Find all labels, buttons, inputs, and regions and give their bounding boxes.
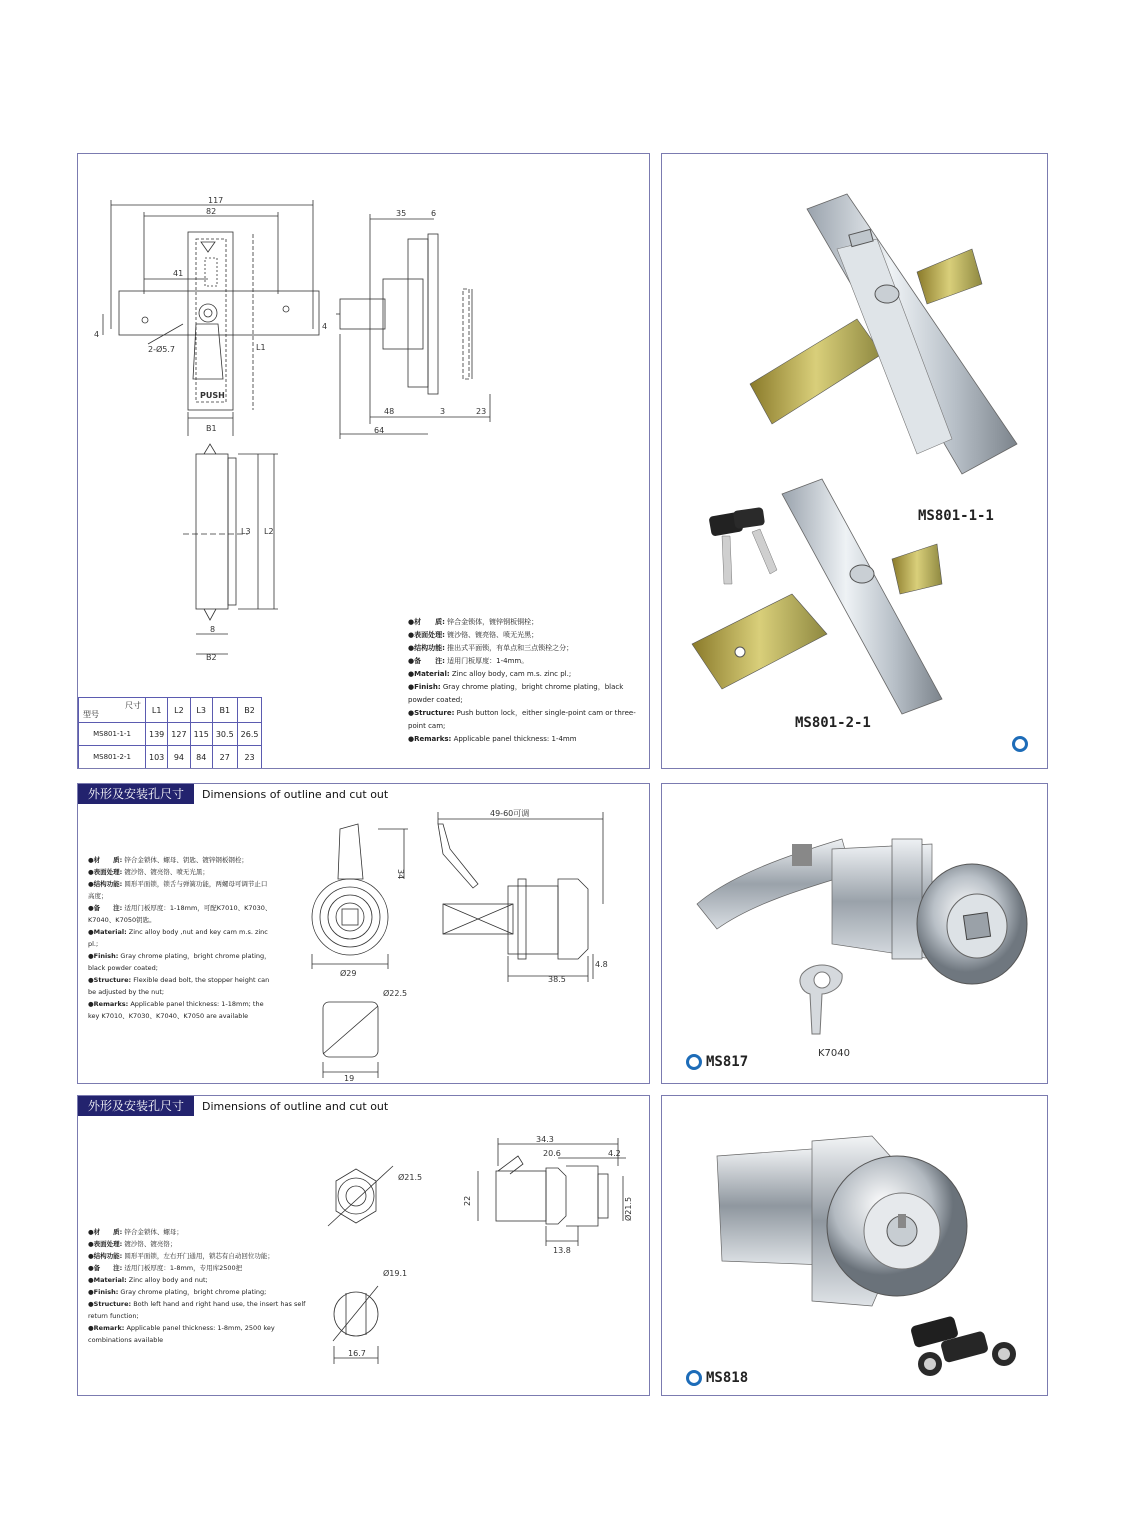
ms817-photo-panel bbox=[661, 783, 1048, 1084]
spec-item bbox=[88, 1262, 313, 1274]
spec-key: ●Structure: bbox=[88, 976, 132, 984]
dim-34-3: 34.3 bbox=[536, 1135, 554, 1144]
spec-item bbox=[408, 616, 638, 629]
dim-29: Ø29 bbox=[340, 969, 357, 978]
spec-item bbox=[408, 681, 638, 707]
spec-key: ●备 注: bbox=[88, 904, 123, 912]
ms817-spec-list bbox=[88, 854, 273, 1022]
spec-key: ●表面处理: bbox=[88, 1240, 123, 1248]
spec-value: Both left hand and right hand use, the insert has self return function; bbox=[88, 1300, 306, 1320]
table-cell: 84 bbox=[190, 746, 212, 769]
table-header-row bbox=[79, 698, 262, 723]
spec-value: Zinc alloy body, cam m.s. zinc pl.; bbox=[451, 670, 572, 678]
spec-item bbox=[88, 1226, 313, 1238]
header-zh: 外形及安装孔尺寸 bbox=[78, 784, 194, 804]
spec-value: Gray chrome plating，bright chrome plating，black powder coated; bbox=[408, 683, 624, 704]
table-header: L2 bbox=[168, 698, 190, 723]
dim-16-7: 16.7 bbox=[348, 1349, 366, 1358]
spec-value: 镀沙铬、镀亮铬、喷无光黑； bbox=[447, 631, 539, 639]
table-cell: 26.5 bbox=[237, 723, 262, 746]
dim-82: 82 bbox=[206, 207, 217, 216]
dim-21-5-side: Ø21.5 bbox=[624, 1196, 633, 1221]
dim-22: 22 bbox=[463, 1195, 472, 1206]
header-en: Dimensions of outline and cut out bbox=[202, 787, 389, 801]
spec-item bbox=[408, 707, 638, 733]
dim-holes: 2-Ø5.7 bbox=[148, 345, 175, 354]
label-ms818 bbox=[686, 1370, 748, 1386]
dim-6: 6 bbox=[431, 209, 437, 218]
spec-value: 适用门板厚度：1-4mm。 bbox=[447, 657, 529, 665]
ms817-drawing-panel bbox=[77, 783, 650, 1084]
dim-49-60: 49-60可调 bbox=[490, 809, 530, 818]
dim-21-5-hex: Ø21.5 bbox=[398, 1173, 423, 1182]
ms818-drawing-panel bbox=[77, 1095, 650, 1396]
spec-item bbox=[88, 1238, 313, 1250]
spec-item bbox=[88, 1274, 313, 1286]
spec-value: 镀沙铬、镀亮铬、喷无光黑； bbox=[124, 868, 209, 876]
spec-value: Gray chrome plating，bright chrome plating，black powder coated; bbox=[88, 952, 271, 972]
spec-item bbox=[408, 629, 638, 642]
spec-value: 适用门板厚度：1-8mm，专用库2500把 bbox=[124, 1264, 243, 1272]
dim-19-1: Ø19.1 bbox=[383, 1269, 408, 1278]
spec-value: Zinc alloy body and nut; bbox=[128, 1276, 208, 1284]
table-header: L3 bbox=[190, 698, 212, 723]
spec-item bbox=[408, 642, 638, 655]
spec-key: ●结构功能: bbox=[88, 1252, 123, 1260]
spec-key: ●结构功能: bbox=[88, 880, 123, 888]
table-cell-model: MS801-1-1 bbox=[79, 723, 146, 746]
ring-bullet-icon bbox=[1012, 736, 1028, 752]
spec-key: ●结构功能: bbox=[408, 644, 445, 652]
spec-value: Applicable panel thickness: 1-4mm bbox=[453, 735, 577, 743]
dim-22-5: Ø22.5 bbox=[383, 989, 408, 998]
table-cell: 115 bbox=[190, 723, 212, 746]
dim-3: 3 bbox=[440, 407, 446, 416]
dim-4a: 4 bbox=[94, 330, 100, 339]
table-header: L1 bbox=[146, 698, 168, 723]
ring-bullet-icon bbox=[686, 1054, 702, 1070]
push-text: PUSH bbox=[200, 391, 225, 400]
spec-value: Push button lock，either single-point cam or three-point cam; bbox=[408, 709, 636, 730]
header-en: Dimensions of outline and cut out bbox=[202, 1099, 389, 1113]
ms801-dimension-table bbox=[78, 697, 262, 769]
dim-35: 35 bbox=[396, 209, 407, 218]
dim-4b: 4 bbox=[322, 322, 328, 331]
table-header: B2 bbox=[237, 698, 262, 723]
table-corner-cell bbox=[79, 698, 146, 723]
spec-item bbox=[88, 866, 273, 878]
spec-key: ●Remark: bbox=[88, 1324, 125, 1332]
spec-key: ●材 质: bbox=[88, 856, 123, 864]
spec-item bbox=[408, 655, 638, 668]
table-cell: 94 bbox=[168, 746, 190, 769]
ms818-product-photo bbox=[662, 1096, 1048, 1396]
spec-key: ●表面处理: bbox=[88, 868, 123, 876]
spec-value: Zinc alloy body ,nut and key cam m.s. zinc pl.; bbox=[88, 928, 268, 948]
spec-key: ●Remarks: bbox=[408, 735, 452, 743]
dim-117: 117 bbox=[208, 196, 224, 205]
dim-4-2: 4.2 bbox=[608, 1149, 621, 1158]
spec-value: Gray chrome plating，bright chrome plating; bbox=[120, 1288, 267, 1296]
spec-value: 圆形平面锁，左右开门通用，锁芯有自动回位功能； bbox=[124, 1252, 274, 1260]
dim-64: 64 bbox=[374, 426, 385, 435]
spec-key: ●表面处理: bbox=[408, 631, 445, 639]
spec-value: Applicable panel thickness: 1-8mm, 2500 key combinations available bbox=[88, 1324, 275, 1344]
spec-item bbox=[408, 668, 638, 681]
dim-8: 8 bbox=[210, 625, 216, 634]
dim-b2: B2 bbox=[206, 653, 217, 662]
key-label-k7040: K7040 bbox=[818, 1048, 851, 1059]
table-cell: 27 bbox=[212, 746, 237, 769]
dim-48: 48 bbox=[384, 407, 395, 416]
spec-value: 锌合金锁体、螺母、钥匙、镀锌钢板钢栓； bbox=[124, 856, 248, 864]
spec-value: 推出式平面锁，有单点和三点锁栓之分； bbox=[447, 644, 574, 652]
ms818-photo-panel bbox=[661, 1095, 1048, 1396]
spec-value: 锌合金锁体，镀锌钢板铜栓； bbox=[447, 618, 539, 626]
spec-key: ●Structure: bbox=[408, 709, 455, 717]
table-cell: 127 bbox=[168, 723, 190, 746]
table-row bbox=[79, 723, 262, 746]
spec-value: 适用门板厚度：1-18mm，可配K7010、K7030、K7040、K7050钥匙。 bbox=[88, 904, 272, 924]
spec-key: ●Material: bbox=[88, 1276, 127, 1284]
table-cell-model: MS801-2-1 bbox=[79, 746, 146, 769]
dim-l1: L1 bbox=[256, 343, 266, 352]
ms818-spec-list bbox=[88, 1226, 313, 1346]
spec-item bbox=[88, 974, 273, 998]
ms817-product-photo bbox=[662, 784, 1048, 1084]
dim-34: 34 bbox=[396, 869, 405, 880]
table-header: B1 bbox=[212, 698, 237, 723]
spec-item bbox=[88, 854, 273, 866]
dim-19: 19 bbox=[344, 1074, 355, 1083]
spec-key: ●Material: bbox=[88, 928, 127, 936]
label-text: MS817 bbox=[706, 1054, 749, 1070]
spec-item bbox=[88, 1250, 313, 1262]
spec-key: ●材 质: bbox=[88, 1228, 123, 1236]
table-row bbox=[79, 746, 262, 769]
ms801-product-photo bbox=[662, 154, 1048, 769]
dim-23: 23 bbox=[476, 407, 487, 416]
ms801-spec-list bbox=[408, 616, 638, 746]
spec-item bbox=[88, 878, 273, 902]
spec-key: ●材 质: bbox=[408, 618, 445, 626]
spec-value: 圆形平面锁，锁舌与弹簧功能，两螺母可调节止口高度； bbox=[88, 880, 268, 900]
spec-value: Applicable panel thickness: 1-18mm; the key K7010、K7030、K7040、K7050 are available bbox=[88, 1000, 264, 1020]
table-cell: 139 bbox=[146, 723, 168, 746]
table-cell: 23 bbox=[237, 746, 262, 769]
table-cell: 103 bbox=[146, 746, 168, 769]
spec-key: ●Finish: bbox=[88, 1288, 119, 1296]
dim-41: 41 bbox=[173, 269, 184, 278]
spec-key: ●Structure: bbox=[88, 1300, 132, 1308]
spec-key: ●Finish: bbox=[88, 952, 119, 960]
spec-value: Flexible dead bolt, the stopper height can be adjusted by the nut; bbox=[88, 976, 270, 996]
dim-13-8: 13.8 bbox=[553, 1246, 571, 1255]
label-text: MS818 bbox=[706, 1370, 749, 1386]
header-zh: 外形及安装孔尺寸 bbox=[78, 1096, 194, 1116]
ring-bullet-icon bbox=[686, 1370, 702, 1386]
spec-item bbox=[88, 1286, 313, 1298]
label-ms817 bbox=[686, 1054, 748, 1070]
corner-bottom: 型号 bbox=[83, 710, 99, 719]
dim-b1: B1 bbox=[206, 424, 217, 433]
dim-l3: L3 bbox=[241, 527, 251, 536]
spec-item bbox=[88, 998, 273, 1022]
spec-key: ●备 注: bbox=[408, 657, 445, 665]
ms801-drawing-panel bbox=[77, 153, 650, 769]
spec-item bbox=[88, 1322, 313, 1346]
spec-item bbox=[88, 926, 273, 950]
spec-key: ●Remarks: bbox=[88, 1000, 129, 1008]
spec-item bbox=[408, 733, 638, 746]
spec-value: 锌合金锁体、螺母； bbox=[124, 1228, 183, 1236]
dim-38-5: 38.5 bbox=[548, 975, 566, 984]
label-ms801-1-1: MS801-1-1 bbox=[918, 508, 994, 524]
spec-item bbox=[88, 1298, 313, 1322]
dim-20-6: 20.6 bbox=[543, 1149, 561, 1158]
spec-value: 镀沙铬、镀亮铬； bbox=[124, 1240, 177, 1248]
ms801-photo-panel bbox=[661, 153, 1048, 769]
spec-item bbox=[88, 950, 273, 974]
table-cell: 30.5 bbox=[212, 723, 237, 746]
spec-item bbox=[88, 902, 273, 926]
spec-key: ●Finish: bbox=[408, 683, 441, 691]
spec-key: ●备 注: bbox=[88, 1264, 123, 1272]
spec-key: ●Material: bbox=[408, 670, 450, 678]
corner-top: 尺寸 bbox=[125, 701, 141, 710]
dim-l2: L2 bbox=[264, 527, 274, 536]
dim-4-8: 4.8 bbox=[595, 960, 608, 969]
label-ms801-2-1: MS801-2-1 bbox=[795, 715, 871, 731]
